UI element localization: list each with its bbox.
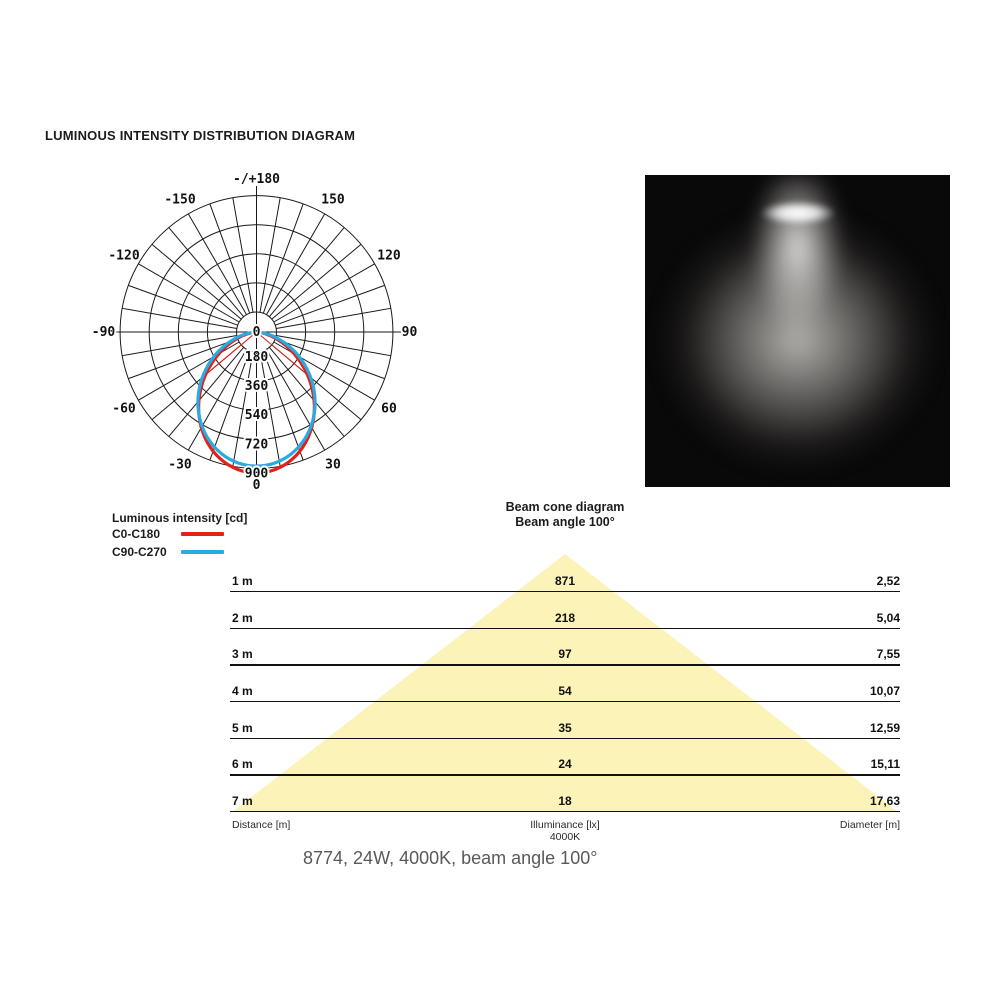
polar-legend: [112, 511, 247, 561]
cone-row-line: [230, 701, 900, 702]
center-zero-label: 0: [252, 325, 261, 340]
cone-row-line: [230, 738, 900, 739]
radial-tick-label: 540: [244, 408, 269, 424]
cone-distance-value: 3 m: [232, 647, 253, 662]
cone-illuminance-value: 97: [558, 647, 572, 662]
cone-row-line: [230, 774, 900, 775]
cone-diameter-value: 12,59: [869, 720, 900, 735]
radial-tick-label: 180: [244, 350, 269, 365]
footer-diameter-label: Diameter [m]: [839, 819, 900, 831]
radial-tick-label: 360: [244, 379, 269, 395]
beam-photo: [645, 175, 950, 487]
product-caption: 8774, 24W, 4000K, beam angle 100°: [303, 848, 598, 868]
legend-swatch-blue-line: [181, 550, 224, 554]
angle-tick-label: 150: [321, 192, 345, 208]
radial-tick-label: 900: [244, 466, 269, 482]
cone-row-line: [230, 591, 900, 592]
angle-tick-label: -120: [108, 248, 140, 264]
cone-illuminance-value: 54: [558, 683, 572, 698]
legend-item-c0-c180: [112, 525, 247, 543]
angle-tick-label: 60: [381, 401, 397, 417]
beam-source-hotspot: [760, 201, 836, 225]
cone-row-line: [230, 628, 900, 629]
footer-distance-label: Distance [m]: [232, 819, 291, 831]
cone-diameter-value: 7,55: [876, 647, 900, 662]
radial-tick-label: 720: [244, 437, 269, 453]
cone-diameter-value: 15,11: [870, 757, 900, 772]
footer-cct-label: 4000K: [549, 831, 581, 843]
angle-tick-label: -30: [168, 457, 192, 473]
cone-distance-value: 4 m: [232, 683, 253, 698]
angle-tick-label: 30: [325, 457, 341, 473]
angle-tick-label: -/+180: [233, 172, 280, 187]
cone-diameter-value: 10,07: [869, 683, 900, 698]
beam-cone-subtitle: Beam angle 100°: [515, 515, 615, 529]
angle-tick-label: -150: [164, 192, 196, 208]
cone-diameter-value: 17,63: [869, 793, 900, 808]
cone-illuminance-value: 18: [558, 793, 572, 808]
page-title: LUMINOUS INTENSITY DISTRIBUTION DIAGRAM: [45, 128, 356, 143]
legend-swatch-red-line: [181, 532, 224, 536]
cone-illuminance-value: 24: [558, 757, 572, 772]
cone-illuminance-value: 35: [558, 720, 572, 735]
angle-tick-label: 120: [377, 248, 401, 264]
cone-diameter-value: 5,04: [876, 610, 900, 625]
cone-distance-value: 1 m: [232, 574, 253, 588]
cone-illuminance-value: 218: [554, 610, 576, 625]
cone-distance-value: 2 m: [232, 610, 253, 625]
beam-cone-heading: [440, 500, 690, 530]
footer-illuminance-label: Illuminance [lx]: [530, 819, 600, 831]
beam-cone-title: Beam cone diagram: [505, 500, 625, 514]
legend-title: Luminous intensity [cd]: [112, 511, 248, 525]
legend-label-c90: C90-C270: [112, 545, 167, 559]
cone-distance-value: 6 m: [232, 757, 253, 772]
cone-distance-value: 5 m: [232, 720, 253, 735]
angle-tick-label: 0: [252, 478, 261, 493]
legend-label-c0: C0-C180: [112, 527, 161, 541]
cone-distance-value: 7 m: [232, 793, 253, 808]
cone-row-line: [230, 811, 900, 812]
angle-tick-label: -60: [112, 401, 136, 417]
polar-intensity-diagram: [40, 157, 460, 513]
cone-illuminance-value: 871: [554, 574, 576, 588]
cone-row-line: [230, 664, 900, 665]
cone-diameter-value: 2,52: [876, 574, 900, 588]
angle-tick-label: 90: [401, 325, 418, 340]
legend-item-c90-c270: [112, 543, 247, 561]
angle-tick-label: -90: [91, 325, 116, 340]
